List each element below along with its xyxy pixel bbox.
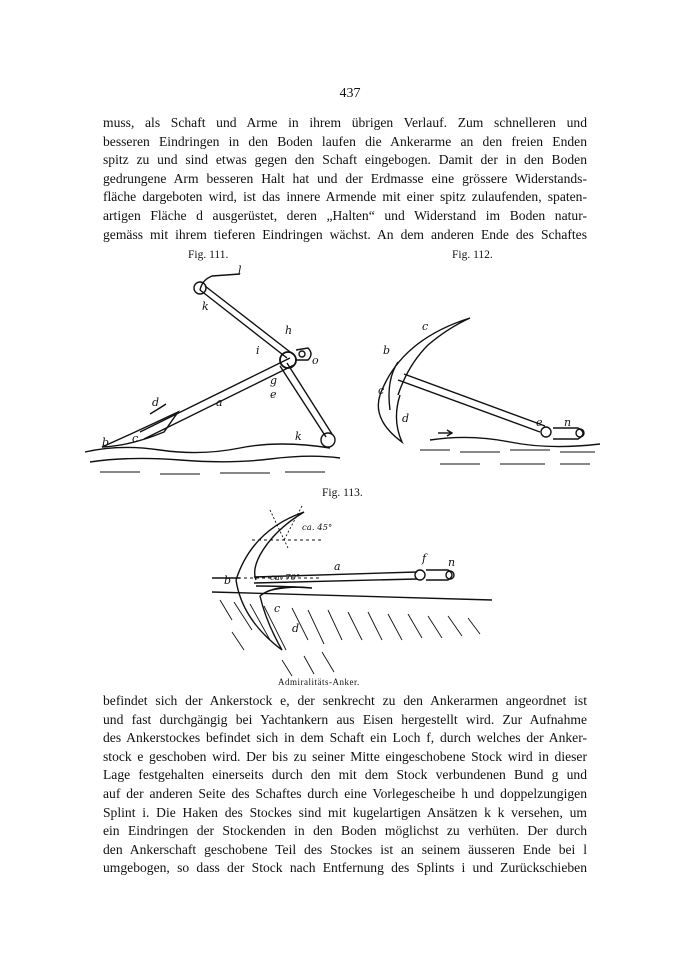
label-b: b	[383, 344, 391, 357]
label-n: n	[564, 416, 572, 429]
label-e: e	[536, 416, 543, 429]
text-line: den Ankerschaft geschobene Teil des Stockes ist an seinem äusseren Ende bei l	[103, 841, 587, 857]
text-line: gemäss mit ihrem tieferen Eindringen wächst. An dem anderen Ende des Schaftes	[103, 226, 587, 242]
text-line: des Ankerstockes befindet sich in dem Schaft ein Loch f, durch welches der Anker-	[103, 730, 587, 746]
paragraph-top	[103, 114, 587, 244]
fig-111-caption: Fig. 111.	[188, 249, 229, 261]
label-c: c	[274, 602, 281, 615]
label-c: c	[422, 320, 429, 333]
label-d: d	[152, 396, 160, 409]
label-l: l	[238, 264, 242, 277]
label-h: h	[285, 324, 293, 337]
text-line: befindet sich der Ankerstock e, der senkrecht zu den Ankerarmen angeordnet ist	[103, 693, 587, 708]
label-d: d	[292, 622, 300, 635]
fig-113-drawing	[212, 500, 492, 680]
text-line: umgebogen, so dass der Stock nach Entfernung des Splints i und Zurückschieben	[103, 860, 587, 876]
angle-label: ca. 45°	[302, 523, 333, 533]
label-o: o	[312, 354, 319, 367]
text-line: auf der anderen Seite des Schaftes durch eine Vorlegescheibe h und doppelzungigen	[103, 785, 587, 801]
angle-label: ca. 70°	[270, 573, 301, 583]
fig-112-caption: Fig. 112.	[452, 249, 493, 261]
text-line: Splint i. Die Haken des Stockes sind mit kugelartigen Ansätzen k k versehen, um	[103, 804, 587, 820]
page-number: 437	[339, 86, 361, 101]
text-line: besseren Eindringen in den Boden laufen die Ankerarme an den freien Enden	[103, 133, 587, 149]
label-i: i	[256, 344, 260, 357]
label-d: d	[402, 412, 410, 425]
text-line: spitz zu und sind etwas gegen den Schaft eingebogen. Damit der in den Boden	[103, 152, 587, 168]
label-g: g	[270, 374, 278, 387]
text-line: ein Eindringen der Stockenden in den Boden möglichst zu verhüten. Der durch	[103, 823, 587, 839]
text-line: Lage festgehalten einerseits durch den mit dem Stock verbundenen Bund g und	[103, 767, 587, 783]
label-b: b	[224, 574, 232, 587]
text-line: muss, als Schaft und Arme in ihrem übrigen Verlauf. Zum schnelleren und	[103, 115, 587, 130]
text-line: fläche dargeboten wird, ist das innere Armende mit einer spitz zulaufenden, spaten-	[103, 189, 587, 205]
text-line: und fast durchgängig bei Yachtankern aus Eisen hergestellt wird. Zur Aufnahme	[103, 711, 587, 727]
label-n: n	[448, 556, 456, 569]
label-k: k	[295, 430, 302, 443]
text-line: stock e geschoben wird. Der bis zu seiner Mitte eingeschobene Stock wird in dieser	[103, 748, 587, 764]
label-a: a	[334, 560, 341, 573]
text-line: artigen Fläche d ausgerüstet, deren „Halten“ und Widerstand im Boden natur-	[103, 207, 587, 223]
label-k: k	[202, 300, 209, 313]
fig-112-drawing	[350, 300, 610, 500]
fig-113-subcaption: Admiralitäts-Anker.	[278, 677, 360, 687]
paragraph-bottom	[103, 692, 587, 878]
label-c: c	[378, 384, 385, 397]
label-f: f	[422, 552, 427, 565]
label-e: e	[270, 388, 277, 401]
label-c: c	[132, 432, 139, 445]
label-a: a	[216, 396, 223, 409]
fig-113-caption: Fig. 113.	[322, 487, 363, 499]
label-b: b	[102, 436, 110, 449]
text-line: gedrungene Arm besseren Halt hat und der Erdmasse eine grössere Widerstands-	[103, 170, 587, 186]
